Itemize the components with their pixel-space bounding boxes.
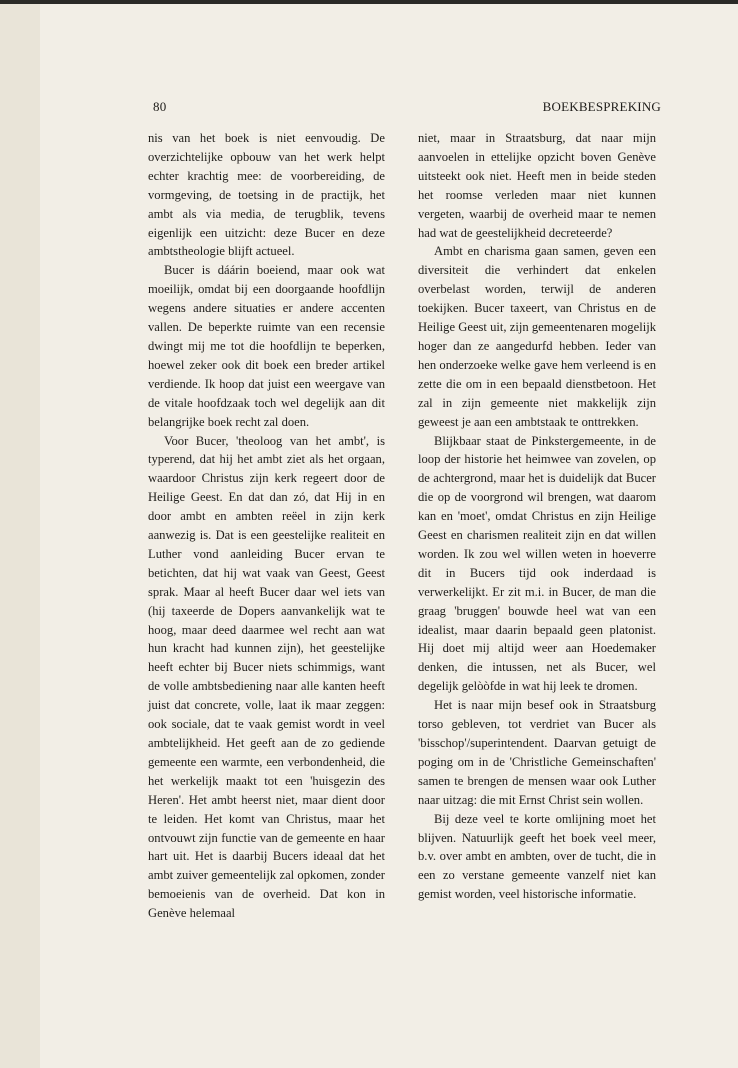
right-column — [418, 129, 656, 904]
paragraph: Bij deze veel te korte omlijning moet het blijven. Natuurlijk geeft het boek veel meer, b.v. over ambt en ambten, over de tucht, die in een zo verstane gemeente vanzelf niet kan gemist worden, veel historische informatie. — [418, 811, 656, 902]
section-title: BOEKBESPREKING — [542, 99, 661, 114]
scan-edge-left — [0, 0, 40, 1068]
paragraph: nis van het boek is niet eenvoudig. De overzichtelijke opbouw van het werk helpt echter krachtig mee: de voorbereiding, de vormgeving, de toetsing in de practijk, het ambt als via media, de terugblik, tevens eigenlijk een uitzicht: deze Bucer en deze ambtstheologie blijft actueel. — [148, 131, 385, 259]
paragraph: Ambt en charisma gaan samen, geven een diversiteit die verhindert dat enkelen overbelast worden, terwijl de anderen toekijken. Bucer taxeert, van Christus en de Heilige Geest uit, zijn gemeentenaren mogelijk hoger dan ze aangedurfd hebben. Ieder van hen onderzoeke welke gave hem verleend is en zette die om in een bepaald dienstbetoon. Het zal in zijn gemeente niet makkelijk zijn geweest je aan een ambtstaak te onttrekken. — [418, 244, 656, 429]
paragraph: Het is naar mijn besef ook in Straatsburg torso gebleven, tot verdriet van Bucer als 'bisschop'/superintendent. Daarvan getuigt de poging om in de 'Christliche Gemeinschaften' samen te brengen de mensen waar ook Luther naar uitzag: die mit Ernst Christ sein wollen. — [418, 698, 656, 807]
paragraph: niet, maar in Straatsburg, dat naar mijn aanvoelen in ettelijke opzicht boven Genève uitsteekt ook niet. Heeft men in beide steden het roomse verleden maar niet kunnen vergeten, waarbij de overheid maar te nemen had wat de geestelijkheid decreteerde? — [418, 131, 656, 240]
scan-edge-top — [0, 0, 738, 4]
page-number: 80 — [153, 99, 167, 114]
paragraph: Blijkbaar staat de Pinkstergemeente, in de loop der historie het heimwee van zovelen, op de achtergrond, maar het is duidelijk dat Bucer die op de voorgrond wil brengen, wat daarom kan en 'moet', omdat Christus en zijn Heilige Geest en charismen realiteit zijn en dat willen worden. Ik zou wel willen weten in hoeverre dit in Bucers tijd ook inderdaad is verwerkelijkt. Er zit m.i. in Bucer, de man die graag 'bruggen' bouwde heel wat van een idealist, maar daarin bepaald geen platonist. Hij doet mij altijd weer aan Hoedemaker denken, die intussen, net als Bucer, wel degelijk gelòòfde in wat hij leek te dromen. — [418, 433, 656, 694]
running-head — [153, 99, 661, 117]
paragraph: Voor Bucer, 'theoloog van het ambt', is typerend, dat hij het ambt ziet als het orgaan, waardoor Christus zijn kerk regeert door de Heilige Geest. En dat dan zó, dat Hij in en door ambt en ambten reëel in zijn kerk aanwezig is. Dat is een geestelijke realiteit en Luther vond aanleiding Bucer ervan te betichten, dat hij wat vaak van Geest, Geest sprak. Maar al heeft Bucer daar wel iets van (hij taxeerde de Dopers aanvankelijk wat te hoog, maar deed daarmee wel recht aan wat hun kracht had kunnen zijn), het geestelijke heeft echter bij Bucer niets schimmigs, want de volle ambtsbediening naar alle kanten heeft juist dat concrete, volle, laat ik maar zeggen: ook sociale, dat te vaak gemist wordt in veel ambtelijkheid. Het geeft aan de zo gediende gemeente een warmte, een verbondenheid, die het werkelijk maakt tot een 'huisgezin des Heren'. Het ambt heerst niet, maar dient door te leiden. Het komt van Christus, maar het ontvouwt zijn functie van de gemeente en haar hart uit. Het is daarbij Bucers ideaal dat het ambt zuiver gemeentelijk zal opkomen, zonder bemoeienis van de overheid. Dat kon in Genève helemaal — [148, 433, 385, 921]
left-column — [148, 129, 385, 923]
paragraph: Bucer is dáárin boeiend, maar ook wat moeilijk, omdat bij een doorgaande hoofdlijn wegens andere situaties er andere accenten vallen. De beperkte ruimte van een recensie dwingt mij me tot die hoofdlijn te beperken, hoewel zeker ook dit boek een breder artikel verdiende. Ik hoop dat juist een weergave van de vitale hoofdzaak toch wel degelijk aan dit belangrijke boek recht zal doen. — [148, 263, 385, 429]
